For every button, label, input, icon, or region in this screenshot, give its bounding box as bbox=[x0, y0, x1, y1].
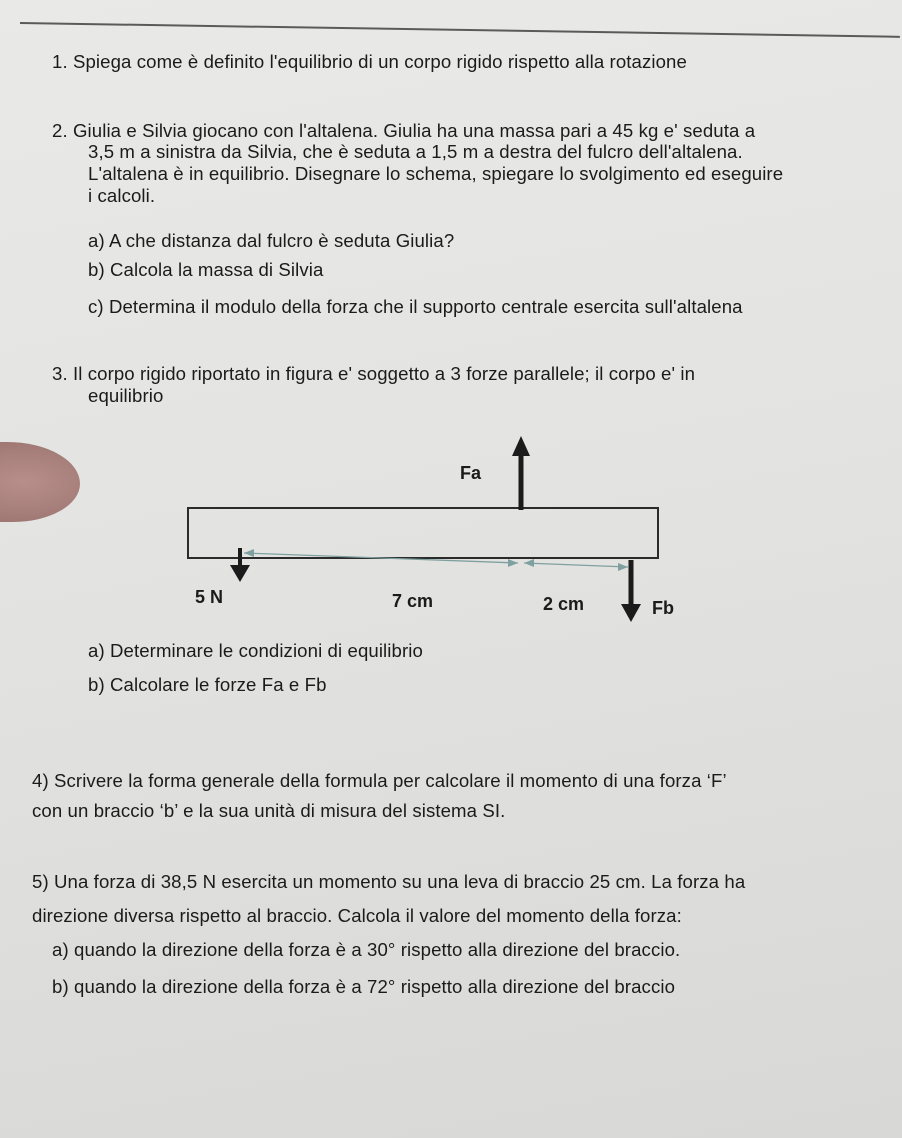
question-2-line-4: i calcoli. bbox=[88, 185, 156, 206]
question-3-line-2: equilibrio bbox=[88, 385, 164, 406]
question-5b: b) quando la direzione della forza è a 72° rispetto alla direzione del braccio bbox=[52, 976, 676, 997]
question-2-line-1: 2. Giulia e Silvia giocano con l'altalena. Giulia ha una massa pari a 45 kg e' seduta a bbox=[52, 120, 756, 141]
question-2-line-2: 3,5 m a sinistra da Silvia, che è seduta a 1,5 m a destra del fulcro dell'altalena. bbox=[88, 141, 743, 162]
question-2a: a) A che distanza dal fulcro è seduta Giulia? bbox=[88, 230, 455, 251]
question-2c: c) Determina il modulo della forza che il supporto centrale esercita sull'altalena bbox=[88, 296, 743, 317]
force-a-arrow-head bbox=[512, 436, 530, 456]
question-3a: a) Determinare le condizioni di equilibrio bbox=[88, 640, 423, 661]
label-distance-right: 2 cm bbox=[543, 594, 585, 614]
force-left-arrow-head bbox=[230, 565, 250, 582]
label-force-left: 5 N bbox=[195, 587, 224, 607]
question-5-line-1: 5) Una forza di 38,5 N esercita un momento su una leva di braccio 25 cm. La forza ha bbox=[32, 871, 746, 892]
question-3-line-1: 3. Il corpo rigido riportato in figura e' soggetto a 3 forze parallele; il corpo e' in bbox=[52, 363, 696, 384]
distance-right-arrowhead-end bbox=[618, 563, 628, 571]
force-b-arrow-head bbox=[621, 604, 641, 622]
question-4-line-2: con un braccio ‘b’ e la sua unità di misura del sistema SI. bbox=[32, 800, 506, 821]
question-5-line-2: direzione diversa rispetto al braccio. Calcola il valore del momento della forza: bbox=[32, 905, 682, 926]
question-1: 1. Spiega come è definito l'equilibrio di un corpo rigido rispetto alla rotazione bbox=[52, 51, 687, 72]
question-5a: a) quando la direzione della forza è a 30° rispetto alla direzione del braccio. bbox=[52, 939, 681, 960]
question-3b: b) Calcolare le forze Fa e Fb bbox=[88, 674, 327, 695]
label-force-b: Fb bbox=[652, 598, 674, 618]
question-4-line-1: 4) Scrivere la forma generale della formula per calcolare il momento di una forza ‘F’ bbox=[32, 770, 727, 791]
label-distance-left: 7 cm bbox=[392, 591, 434, 611]
distance-line-right bbox=[524, 563, 628, 567]
distance-left-arrowhead-start bbox=[244, 549, 254, 557]
label-force-a: Fa bbox=[460, 463, 482, 483]
question-2-line-3: L'altalena è in equilibrio. Disegnare lo schema, spiegare lo svolgimento ed eseguire bbox=[88, 163, 784, 184]
question-2b: b) Calcola la massa di Silvia bbox=[88, 259, 324, 280]
rigid-beam bbox=[188, 508, 658, 558]
distance-left-arrowhead-end bbox=[508, 559, 518, 567]
distance-right-arrowhead-start bbox=[524, 559, 534, 567]
